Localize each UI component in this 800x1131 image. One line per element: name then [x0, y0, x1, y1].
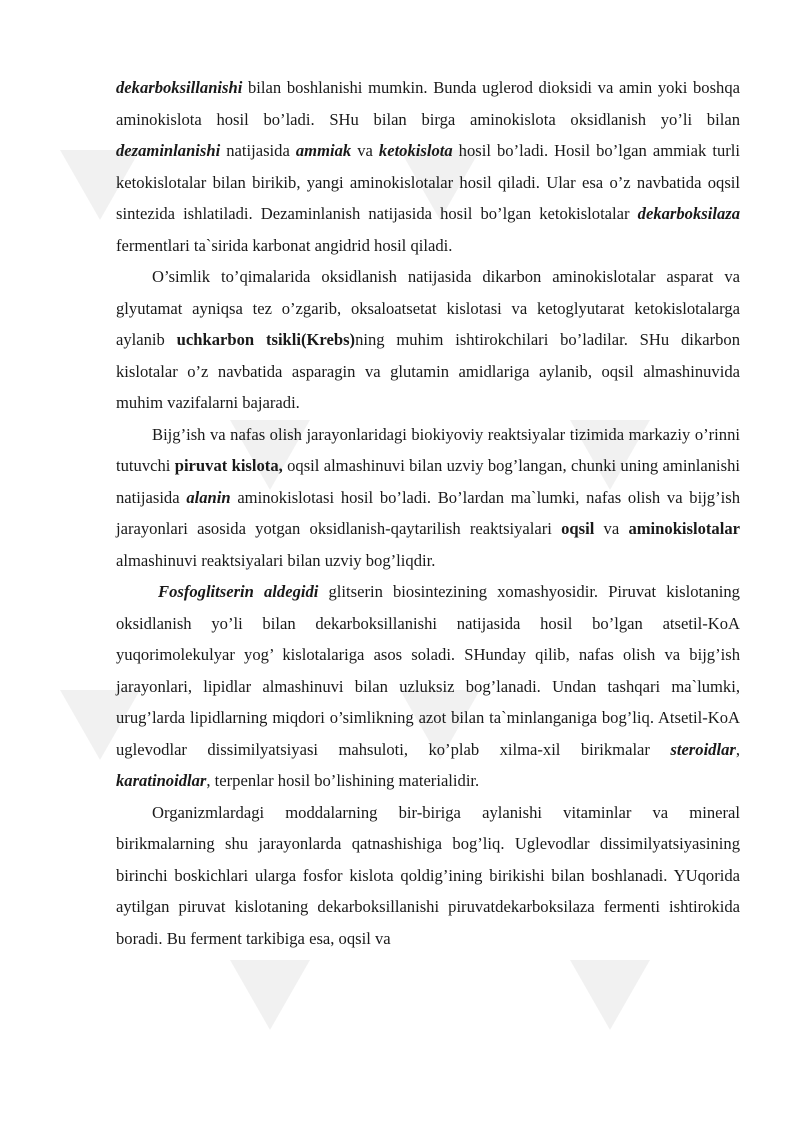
emphasized-term: Fosfoglitserin aldegidi [158, 582, 319, 601]
text-run: glitserin biosintezining xomashyosidir. Piruvat kislotaning oksidlanish yo’li bilan dekarboksillanishi natijasida hosil bo’lgan atsetil-KoA yuqorimolekulyar yog’ kislotalariga asos soladi. SHunday qilib, nafas olish va bijg’ish jarayonlari, lipidlar almashinuvi bilan uzluksiz bog’lanadi. Undan tashqari ma`lumki, urug’larda lipidlarning miqdori o’simlikning azot bilan ta`minlanganiga bog’liq. Atsetil-KoA uglevodlar dissimilyatsiyasi mahsuloti, ko’plab xilma-xil birikmalar [116, 582, 740, 759]
paragraph [116, 576, 740, 797]
emphasized-term: dekarboksillanishi [116, 78, 243, 97]
text-run: natijasida [220, 141, 296, 160]
emphasized-term: piruvat kislota, [174, 456, 283, 475]
emphasized-term: karatinoidlar [116, 771, 207, 790]
text-run: Organizmlardagi moddalarning bir-biriga aylanishi vitaminlar va mineral birikmalarning shu jarayonlarda qatnashishiga bog’liq. Uglevodlar dissimilyatsiyasining birinchi boskichlari ularga fosfor kislota qoldig’ining birikishi bilan boshlanadi. YUqorida aytilgan piruvat kislotaning dekarboksillanishi piruvatdekarboksilaza fermenti ishtirokida boradi. Bu ferment tarkibiga esa, oqsil va [116, 802, 740, 948]
emphasized-term: oqsil [561, 519, 595, 538]
paragraph [116, 261, 740, 419]
emphasized-term: dekarboksilaza [637, 204, 740, 223]
paragraph [116, 797, 740, 955]
emphasized-term: steroidlar [670, 739, 736, 759]
text-run: O’simlik to’qimalarida oksidlanish natijasida dikarbon aminokislotalar asparat va glyutamat ayniqsa tez o’zgarib, oksaloatsetat kislotasi va ketoglyutarat ketokislotalarga aylanib [116, 267, 740, 349]
paragraph [116, 419, 740, 577]
text-run: va [351, 141, 379, 160]
emphasized-term: uchkarbon tsikli(Krebs) [176, 330, 356, 349]
text-run: hosil bo’ladi. Hosil bo’lgan ammiak turli ketokislotalar bilan birikib, yangi aminokislotalar hosil qiladi. Ular esa o’z navbatida oqsil sintezida ishlatiladi. Dezaminlanish natijasida hosil bo’lgan ketokislotalar [116, 141, 740, 223]
text-run: , terpenlar hosil bo’lishining materialidir. [206, 771, 480, 790]
text-run: aminokislotasi hosil bo’ladi. Bo’lardan ma`lumki, nafas olish va bijg’ish jarayonlari asosida yotgan oksidlanish-qaytarilish reaktsiyalari [116, 487, 740, 538]
emphasized-term: ketokislota [378, 141, 453, 160]
text-run: ning muhim ishtirokchilari bo’ladilar. SHu dikarbon kislotalar o’z navbatida asparagin va glutamin amidlariga aylanib, oqsil almashinuvida muhim vazifalarni bajaradi. [116, 330, 740, 412]
emphasized-term: aminokislotalar [628, 519, 740, 538]
text-run: Bijg’ish va nafas olish jarayonlaridagi biokiyoviy reaktsiyalar tizimida markaziy o’rinni tutuvchi [116, 424, 740, 475]
emphasized-term: alanin [186, 487, 231, 507]
paragraph [116, 72, 740, 261]
text-run: , [735, 739, 740, 759]
text-run: almashinuvi reaktsiyalari bilan uzviy bog’liqdir. [116, 550, 436, 570]
text-run: oqsil almashinuvi bilan uzviy bog’langan, chunki uning aminlanishi natijasida [116, 456, 740, 507]
text-run: va [594, 519, 629, 538]
emphasized-term: ammiak [295, 141, 352, 160]
document-body [116, 72, 740, 954]
text-run: fermentlari ta`sirida karbonat angidrid hosil qiladi. [116, 235, 453, 255]
text-run: bilan boshlanishi mumkin. Bunda uglerod dioksidi va amin yoki boshqa aminokislota hosil bo’ladi. SHu bilan birga aminokislota oksidlanish yo’li bilan [116, 78, 740, 129]
emphasized-term: dezaminlanishi [116, 141, 221, 160]
